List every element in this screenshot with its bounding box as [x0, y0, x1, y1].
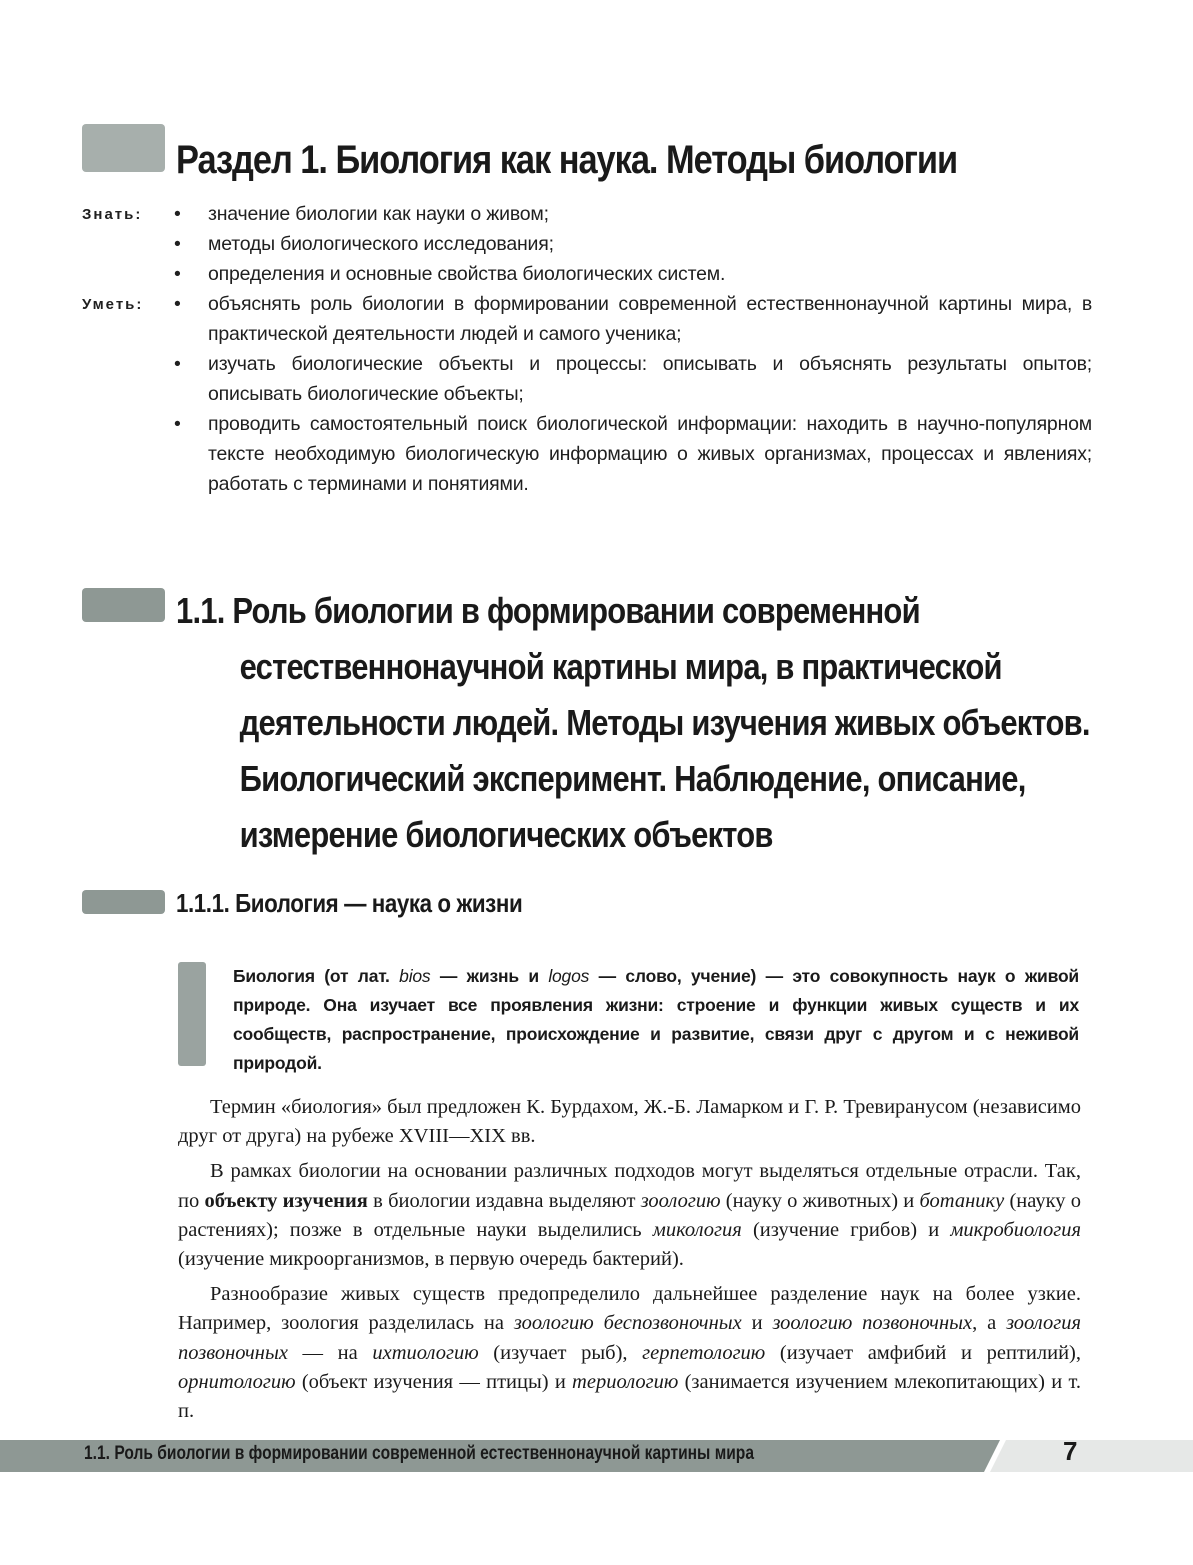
know-label: Знать:: [82, 206, 143, 223]
subsection-marker: [82, 588, 165, 622]
term-italic: зоологию беспозвоночных: [513, 1312, 742, 1335]
know-item-text: методы биологического исследования;: [208, 233, 554, 255]
subsubsection-title: 1.1.1. Биология — наука о жизни: [176, 888, 523, 918]
paragraph-text: (изучает рыб),: [478, 1341, 643, 1364]
paragraph-text: (изучает амфибий и рептилий),: [765, 1341, 1081, 1364]
term-italic: герпетологию: [642, 1341, 766, 1364]
paragraph-text: (изучение микроорганизмов, в первую очередь бактерий).: [178, 1248, 684, 1271]
paragraph-text: В рамках биологии на основании различных подходов могут выделяться отдельные отрасли. Так, по: [178, 1160, 1081, 1212]
running-title: 1.1. Роль биологии в формировании современной естественнонаучной картины мира: [84, 1443, 754, 1464]
term-italic: ихтиологию: [372, 1341, 479, 1364]
able-item-text: объяснять роль биологии в формировании современной естественнонаучной картины мира, в практической деятельности людей и самого ученика;: [208, 293, 1092, 345]
paragraph-text: в биологии издавна выделяют: [367, 1189, 641, 1212]
learning-requirements: [82, 199, 1092, 499]
term-italic: микробиология: [950, 1218, 1081, 1241]
paragraph: [178, 1280, 1081, 1426]
know-item-text: определения и основные свойства биологических систем.: [208, 263, 726, 285]
list-item: [172, 409, 1092, 499]
definition-box: [233, 962, 1079, 1078]
list-item: [172, 349, 1092, 409]
bullet-icon: •: [174, 233, 181, 255]
paragraph-text: (изучение грибов) и: [741, 1218, 951, 1241]
subsection-title-line: деятельности людей. Методы изучения живых объектов.: [239, 702, 1090, 743]
list-item: [172, 229, 1092, 259]
know-item-text: значение биологии как науки о живом;: [208, 203, 549, 225]
paragraph-text: , а: [972, 1312, 1007, 1335]
bullet-icon: •: [174, 263, 181, 285]
subsection-number: 1.1.: [176, 590, 225, 631]
able-item-text: изучать биологические объекты и процессы: описывать и объяснять результаты опытов; описывать биологические объекты;: [208, 353, 1092, 405]
able-list: [172, 289, 1092, 499]
subsection-title-line: естественнонаучной картины мира, в практической: [239, 646, 1002, 687]
emphasis-bold: объекту изучения: [204, 1189, 368, 1212]
term-italic: микология: [652, 1218, 742, 1241]
bullet-icon: •: [174, 293, 181, 315]
bullet-icon: •: [174, 413, 181, 435]
term-italic: териологию: [572, 1370, 679, 1393]
definition-text: — слово, учение) — это совокупность наук о живой природе. Она изучает все проявления жизни: строение и функции живых существ и их сообществ, распространение, происхождение и развитие, связи друг с другом и с неживой природой.: [233, 966, 1079, 1073]
definition-marker-bar: [178, 962, 206, 1066]
list-item: [172, 199, 1092, 229]
paragraph-text: и: [741, 1312, 773, 1335]
know-block: [82, 199, 1092, 289]
paragraph-text: (объект изучения — птицы) и: [295, 1370, 573, 1393]
latin-term: bios: [399, 966, 431, 986]
paragraph-text: (науку о животных) и: [720, 1189, 920, 1212]
subsection-title-line: Биологический эксперимент. Наблюдение, описание,: [239, 758, 1026, 799]
page-number-tab: [990, 1440, 1193, 1472]
subsection-title-text: Роль биологии в формировании современной: [232, 590, 920, 631]
bullet-icon: •: [174, 353, 181, 375]
paragraph-text: Термин «биология» был предложен К. Бурдахом, Ж.-Б. Ламарком и Г. Р. Тревиранусом (независимо друг от друга) на рубеже XVIII—XIX вв.: [178, 1096, 1081, 1148]
subsection-title-line: измерение биологических объектов: [239, 814, 773, 855]
able-label: Уметь:: [82, 296, 144, 313]
able-block: [82, 289, 1092, 499]
paragraph-text: (науку о растениях); позже в отдельные науки выделились: [178, 1189, 1081, 1241]
paragraph: [178, 1157, 1081, 1274]
body-text: [178, 1093, 1081, 1432]
latin-term: logos: [548, 966, 590, 986]
term-italic: зоологию позвоночных: [772, 1312, 973, 1335]
subsection-title-line: [176, 583, 1122, 639]
paragraph-text: — на: [287, 1341, 373, 1364]
list-item: [172, 259, 1092, 289]
paragraph-text: (занимается изучением млекопитающих) и т. п.: [178, 1370, 1081, 1423]
term-italic: зоологию: [640, 1189, 721, 1212]
section-marker: [82, 124, 165, 172]
definition-text: Биология (от лат.: [233, 966, 400, 986]
paragraph-text: Разнообразие живых существ предопределило дальнейшее разделение наук на более узкие. Например, зоология разделилась на: [178, 1283, 1081, 1335]
bullet-icon: •: [174, 203, 181, 225]
definition-text: — жизнь и: [430, 966, 549, 986]
subsubsection-marker: [82, 890, 165, 914]
term-italic: зоология позвоночных: [178, 1312, 1081, 1364]
know-list: [172, 199, 1092, 289]
list-item: [172, 289, 1092, 349]
paragraph: [178, 1093, 1081, 1151]
subsection-title: [176, 583, 1122, 863]
term-italic: орнитологию: [178, 1370, 296, 1393]
term-italic: ботанику: [919, 1189, 1005, 1212]
page-number: 7: [1063, 1436, 1078, 1466]
able-item-text: проводить самостоятельный поиск биологической информации: находить в научно-популярном тексте необходимую биологическую информацию о живых организмах, процессах и явлениях; работать с терминами и понятиями.: [208, 413, 1092, 495]
section-title: Раздел 1. Биология как наука. Методы биологии: [176, 138, 958, 182]
